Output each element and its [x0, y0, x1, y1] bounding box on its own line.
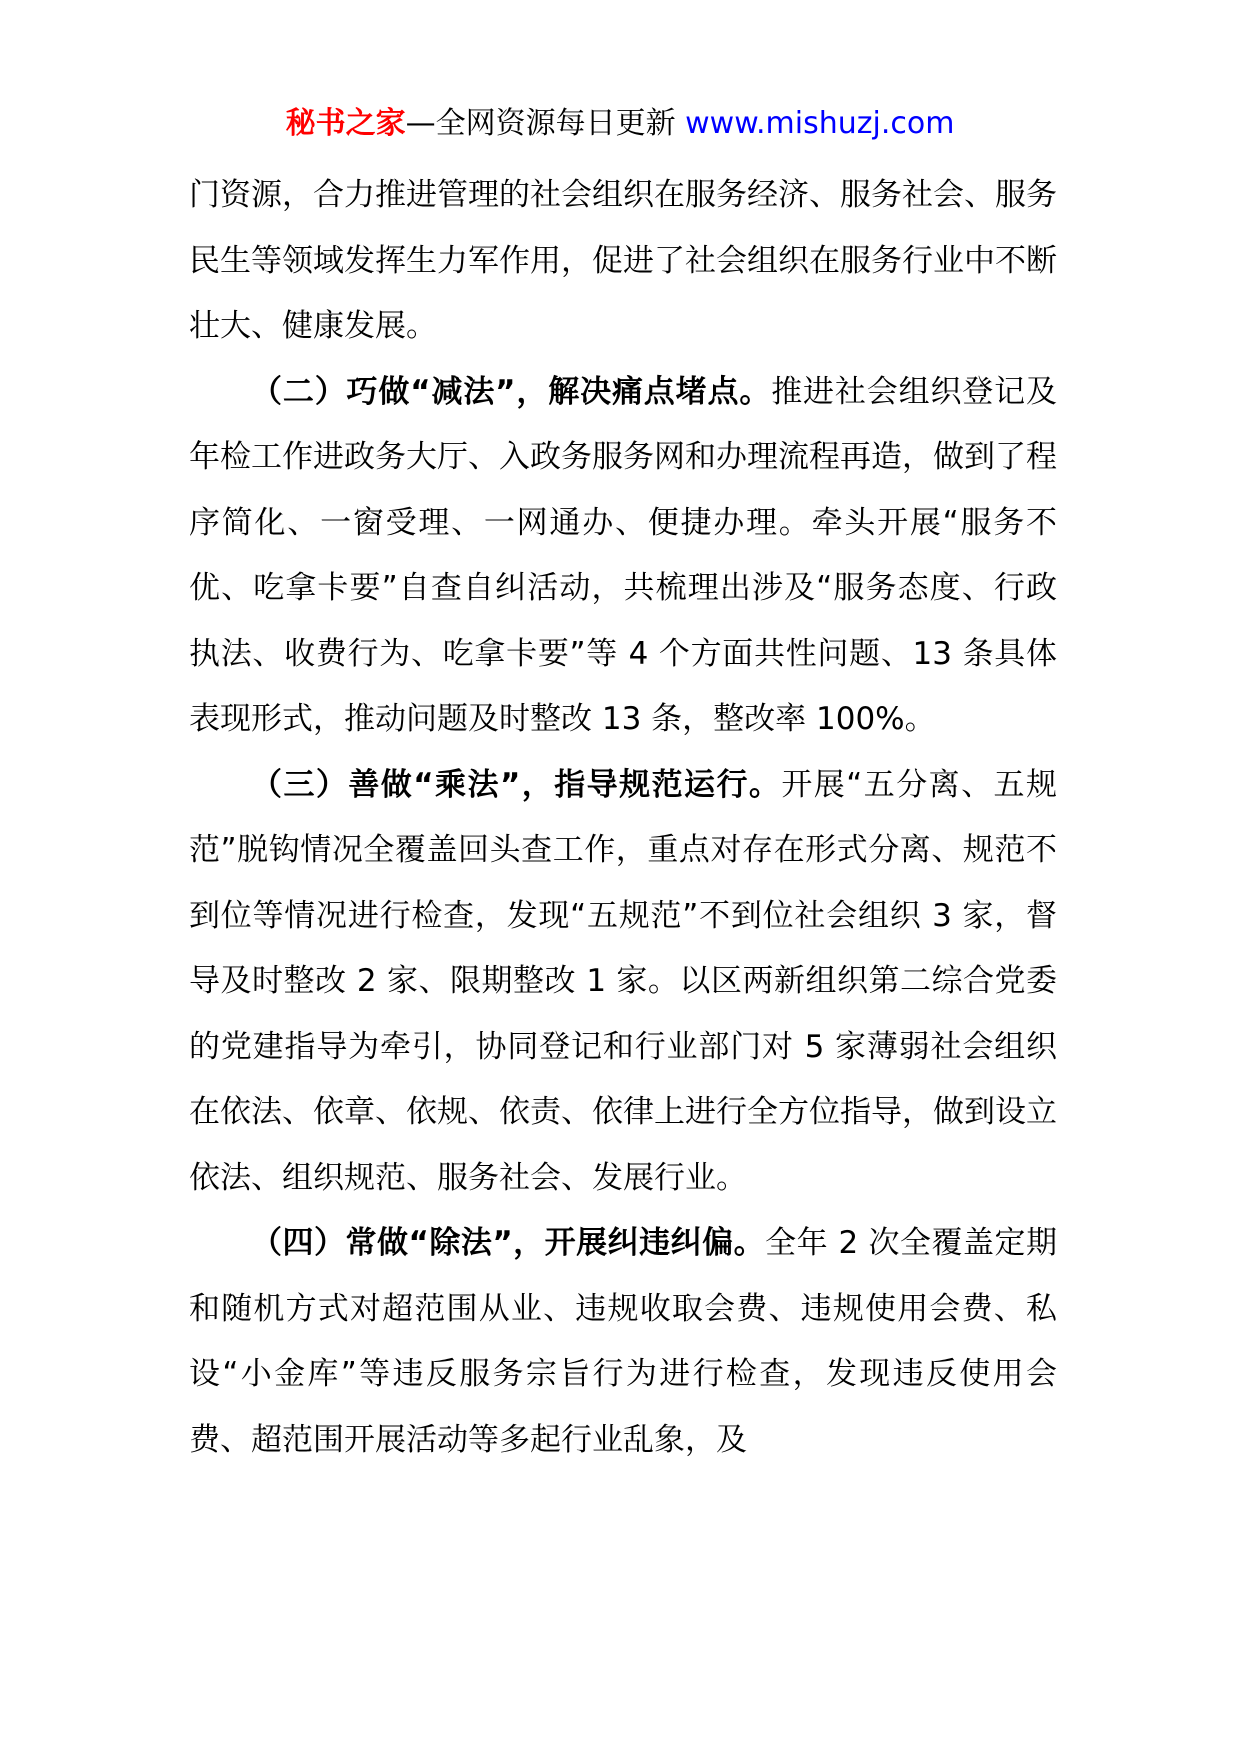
paragraph-2 [189, 360, 1057, 753]
page-header [0, 104, 1240, 144]
paragraph-1 [189, 163, 1057, 360]
brand-name: 秘书之家 [285, 106, 406, 141]
paragraph-4-text: 全年 2 次全覆盖定期和随机方式对超范围从业、违规收取会费、违规使用会费、私设“小金库”等违反服务宗旨行为进行检查，发现违反使用会费、超范围开展活动等多起行业乱象，及 [189, 1225, 1057, 1458]
paragraph-2-heading: （二）巧做“减法”，解决痛点堵点。 [251, 373, 772, 410]
site-url-link[interactable]: www.mishuzj.com [685, 106, 955, 141]
document-body [189, 163, 1057, 1473]
paragraph-4-heading: （四）常做“除法”，开展纠违纠偏。 [251, 1225, 766, 1261]
paragraph-3-heading: （三）善做“乘法”，指导规范运行。 [251, 766, 782, 803]
paragraph-3 [189, 753, 1057, 1212]
header-tagline: —全网资源每日更新 [405, 106, 686, 141]
paragraph-3-text: 开展“五分离、五规范”脱钩情况全覆盖回头查工作，重点对存在形式分离、规范不到位等情况进行检查，发现“五规范”不到位社会组织 3 家，督导及时整改 2 家、限期整改 1 家。以区两新组织第二综合党委的党建指导为牵引，协同登记和行业部门对 5 家薄弱社会组织在依法、依章、依规、依责、依律上进行全方位指导，做到设立依法、组织规范、服务社会、发展行业。 [189, 766, 1057, 1196]
paragraph-4 [189, 1211, 1057, 1473]
paragraph-2-text: 推进社会组织登记及年检工作进政务大厅、入政务服务网和办理流程再造，做到了程序简化、一窗受理、一网通办、便捷办理。牵头开展“服务不优、吃拿卡要”自查自纠活动，共梳理出涉及“服务态度、行政执法、收费行为、吃拿卡要”等 4 个方面共性问题、13 条具体表现形式，推动问题及时整改 13 条，整改率 100%。 [189, 373, 1058, 737]
paragraph-1-text: 门资源，合力推进管理的社会组织在服务经济、服务社会、服务民生等领域发挥生力军作用，促进了社会组织在服务行业中不断壮大、健康发展。 [189, 177, 1057, 344]
